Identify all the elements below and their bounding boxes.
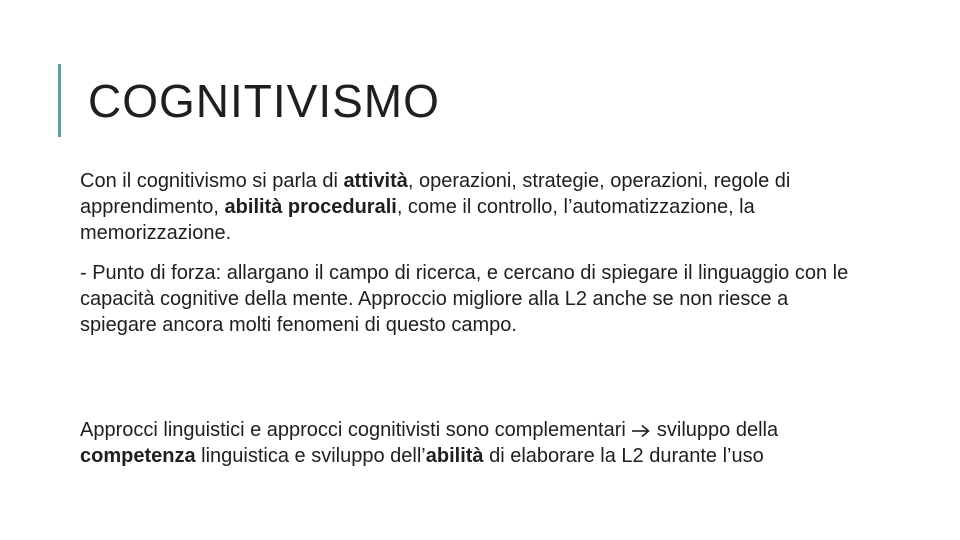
bold-term-abilita: abilità <box>425 445 484 467</box>
title-accent-bar <box>58 64 61 137</box>
text-run: Approcci linguistici e approcci cognitivisti sono complementari <box>80 419 632 441</box>
text-run: linguistica e sviluppo dell’ <box>195 445 426 467</box>
paragraph-cognitivismo-definition <box>80 168 870 246</box>
bold-term-attivita: attività <box>343 170 408 192</box>
text-run: , operazioni, strategie, operazioni, regole di apprendimento, <box>80 170 791 218</box>
text-run: sviluppo della <box>651 419 779 441</box>
text-run: Con il cognitivismo si parla di <box>80 170 344 192</box>
right-arrow-icon <box>631 424 651 438</box>
paragraph-punto-di-forza: - Punto di forza: allargano il campo di ricerca, e cercano di spiegare il linguaggio con le capacità cognitive della mente. Approccio migliore alla L2 anche se non riesce a spiegare ancora molti fenomeni di questo campo. <box>80 262 849 336</box>
text-run: di elaborare la L2 durante l’uso <box>483 445 764 467</box>
slide-title: COGNITIVISMO <box>88 75 440 127</box>
text-run: , come il controllo, l’automatizzazione, la memorizzazione. <box>80 196 755 244</box>
bold-term-abilita-procedurali: abilità procedurali <box>224 196 397 218</box>
paragraph-approcci-complementari <box>80 417 870 469</box>
bold-term-competenza: competenza <box>80 445 196 467</box>
